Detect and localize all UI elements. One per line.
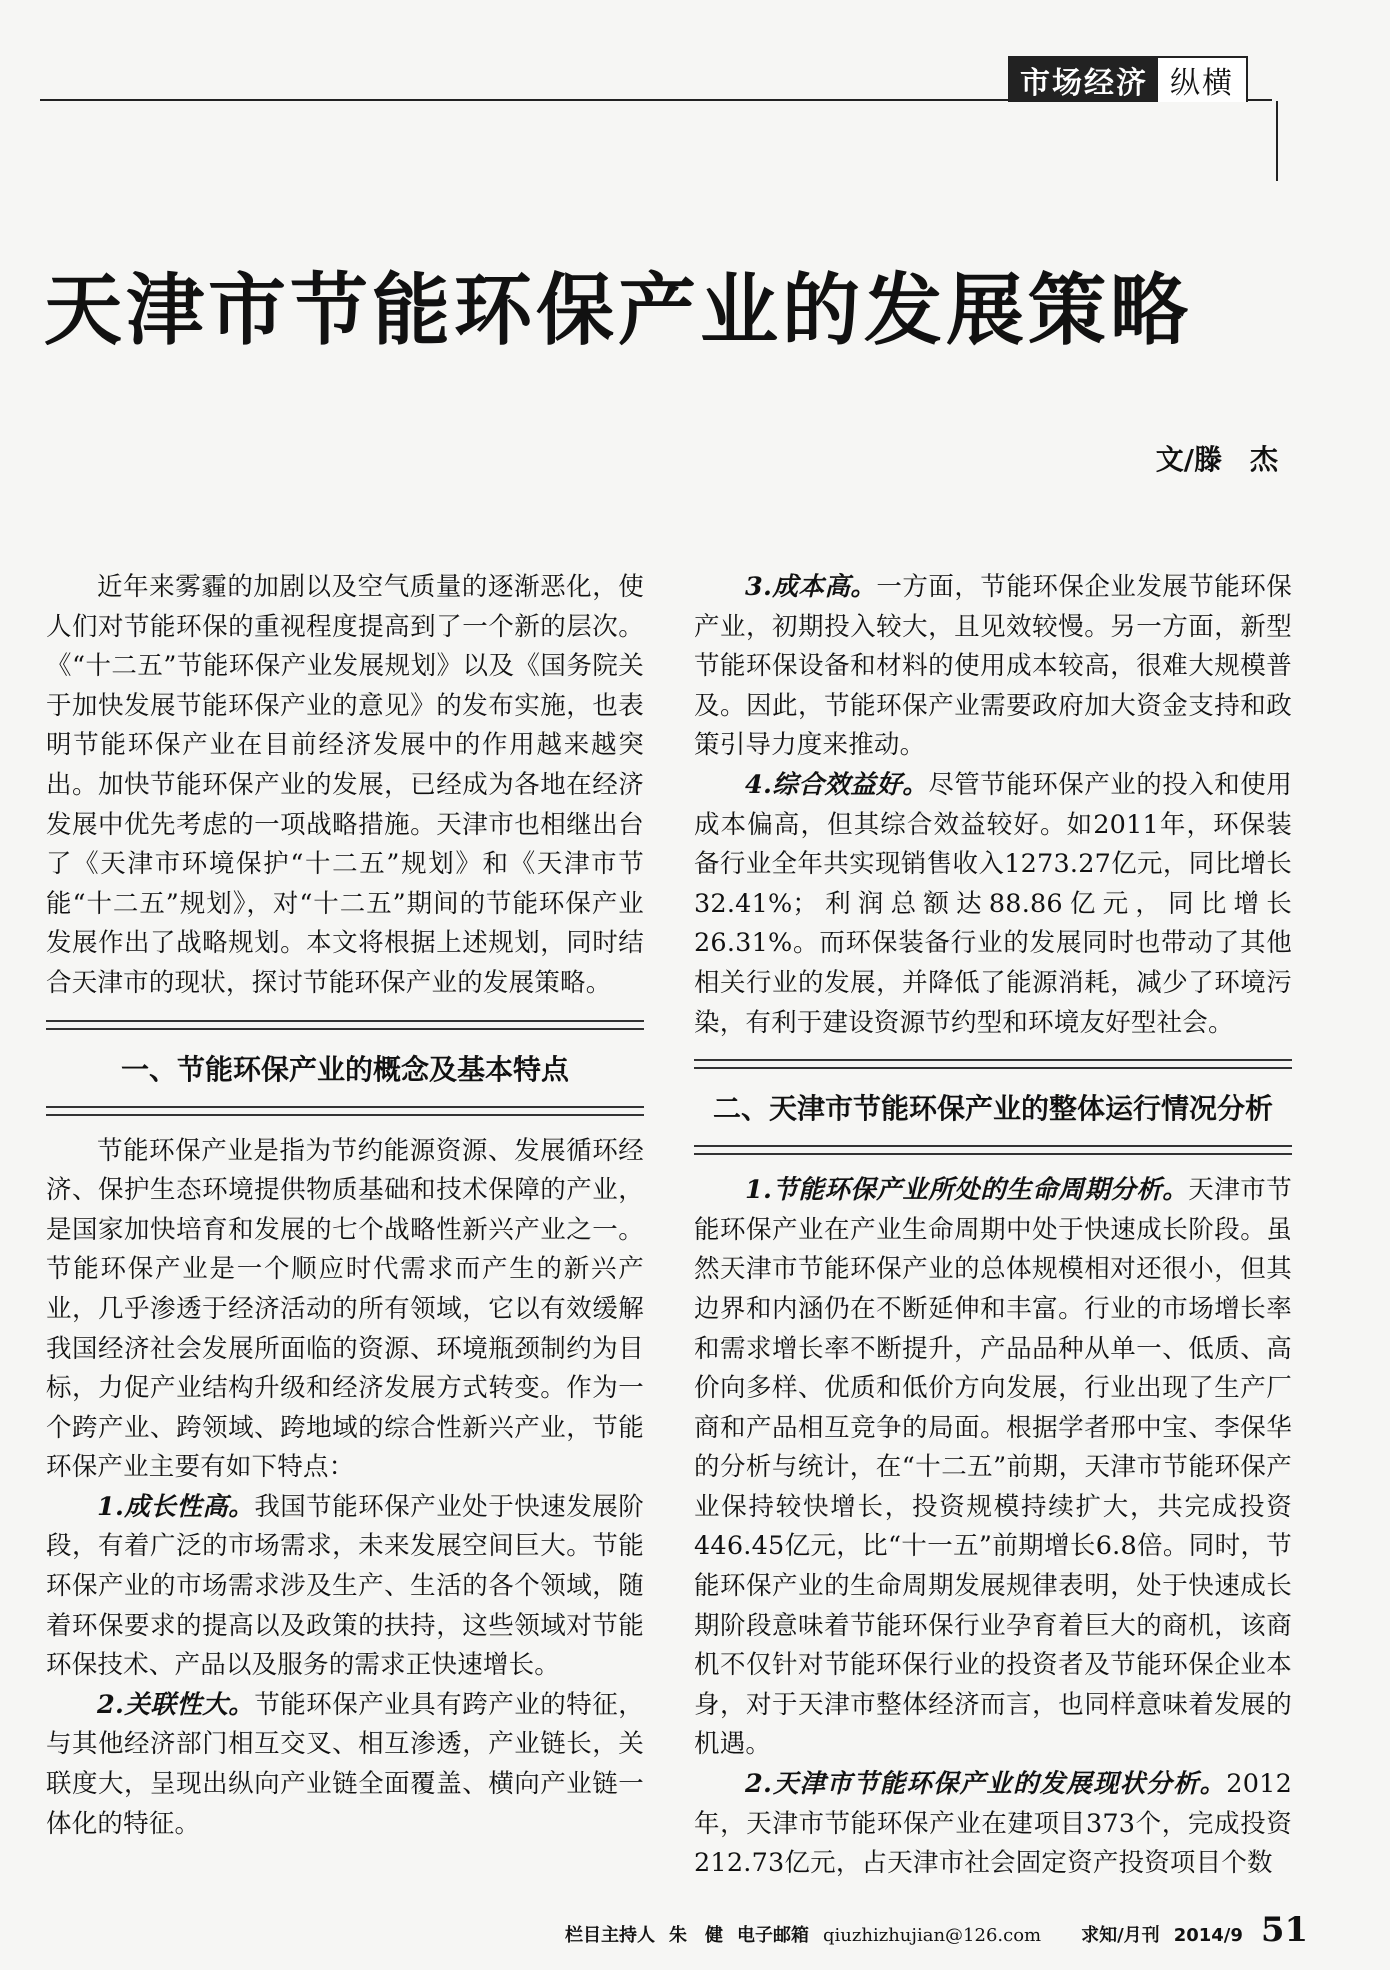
column-host-name: 朱 健: [669, 1925, 723, 1946]
column-tag-inverted: 市场经济: [1010, 58, 1158, 102]
s2-point-1-label: 1.节能环保产业所处的生命周期分析。: [745, 1175, 1189, 1206]
header-vertical-rule: [1276, 101, 1278, 181]
column-tag: [1008, 56, 1248, 102]
section-title-2: 二、天津市节能环保产业的整体运行情况分析: [712, 1092, 1273, 1126]
point-1-text: 我国节能环保产业处于快速发展阶段，有着广泛的市场需求，未来发展空间巨大。节能环保产业的市场需求涉及生产、生活的各个领域，随着环保要求的提高以及政策的扶持，这些领域对节能环保技术、产品以及服务的需求正快速增长。: [46, 1491, 644, 1681]
section-rule-bottom: [46, 1106, 644, 1116]
s2-point-1: [694, 1171, 1292, 1765]
point-4: [694, 766, 1292, 1043]
page-number: 51: [1260, 1910, 1309, 1950]
email-label: 电子邮箱: [737, 1925, 809, 1946]
point-4-text: 尽管节能环保产业的投入和使用成本偏高，但其综合效益较好。如2011年，环保装备行业全年共实现销售收入1273.27亿元，同比增长32.41%；利润总额达88.86亿元，同比增长26.31%。而环保装备行业的发展同时也带动了其他相关行业的发展，并降低了能源消耗，减少了环境污染，有利于建设资源节约型和环境友好型社会。: [694, 769, 1292, 1038]
section-title-1: 一、节能环保产业的概念及基本特点: [120, 1052, 569, 1086]
journal-name: 求知/月刊: [1081, 1925, 1160, 1946]
section-rule-bottom: [694, 1145, 1292, 1155]
email-address: qiuzhizhujian@126.com: [823, 1925, 1042, 1946]
column-host-label: 栏目主持人: [565, 1925, 655, 1946]
point-3-label: 3.成本高。: [745, 572, 877, 602]
issue-number: 2014/9: [1173, 1925, 1243, 1946]
point-4-label: 4.综合效益好。: [745, 769, 929, 800]
point-2-label: 2.关联性大。: [97, 1689, 255, 1720]
point-1: [46, 1488, 644, 1686]
s2-point-2-label: 2.天津市节能环保产业的发展现状分析。: [745, 1769, 1227, 1800]
point-2: [46, 1686, 644, 1844]
page-footer: [565, 1910, 1322, 1950]
author: 文/滕 杰: [1155, 443, 1278, 476]
section-heading-1: [46, 1020, 644, 1116]
point-3-text: 一方面，节能环保企业发展节能环保产业，初期投入较大，且见效较慢。另一方面，新型节能环保设备和材料的使用成本较高，很难大规模普及。因此，节能环保产业需要政府加大资金支持和政策引导力度来推动。: [694, 572, 1293, 761]
intro-paragraph: 近年来雾霾的加剧以及空气质量的逐渐恶化，使人们对节能环保的重视程度提高到了一个新的层次。《“十二五”节能环保产业发展规划》以及《国务院关于加快发展节能环保产业的意见》的发布实施，也表明节能环保产业在目前经济发展中的作用越来越突出。加快节能环保产业的发展，已经成为各地在经济发展中优先考虑的一项战略措施。天津市也相继出台了《天津市环境保护“十二五”规划》和《天津市节能“十二五”规划》，对“十二五”期间的节能环保产业发展作出了战略规划。本文将根据上述规划，同时结合天津市的现状，探讨节能环保产业的发展策略。: [46, 572, 644, 998]
section-heading-2: [694, 1059, 1292, 1155]
section1-paragraph: 节能环保产业是指为节约能源资源、发展循环经济、保护生态环境提供物质基础和技术保障的产业，是国家加快培育和发展的七个战略性新兴产业之一。节能环保产业是一个顺应时代需求而产生的新兴产业，几乎渗透于经济活动的所有领域，它以有效缓解我国经济社会发展所面临的资源、环境瓶颈制约为目标，力促产业结构升级和经济发展方式转变。作为一个跨产业、跨领域、跨地域的综合性新兴产业，节能环保产业主要有如下特点：: [46, 1135, 644, 1483]
section-rule-top: [46, 1020, 644, 1030]
point-2-text: 节能环保产业具有跨产业的特征，与其他经济部门相互交叉、相互渗透，产业链长，关联度大，呈现出纵向产业链全面覆盖、横向产业链一体化的特征。: [46, 1689, 644, 1839]
right-column: [694, 568, 1292, 1884]
s2-point-2: [694, 1765, 1292, 1884]
point-3: [694, 568, 1292, 766]
section-rule-top: [694, 1059, 1292, 1069]
article-title: 天津市节能环保产业的发展策略: [44, 265, 1193, 356]
column-tag-plain: 纵横: [1158, 58, 1246, 102]
s2-point-2-text: 2012年，天津市节能环保产业在建项目373个，完成投资212.73亿元，占天津市社会固定资产投资项目个数: [694, 1769, 1292, 1879]
left-column: [46, 568, 644, 1844]
s2-point-1-text: 天津市节能环保产业在产业生命周期中处于快速成长阶段。虽然天津市节能环保产业的总体规模相对还很小，但其边界和内涵仍在不断延伸和丰富。行业的市场增长率和需求增长率不断提升，产品品种从单一、低质、高价向多样、优质和低价方向发展，行业出现了生产厂商和产品相互竞争的局面。根据学者邢中宝、李保华的分析与统计，在“十二五”前期，天津市节能环保产业保持较快增长，投资规模持续扩大，共完成投资446.45亿元，比“十一五”前期增长6.8倍。同时，节能环保产业的生命周期发展规律表明，处于快速成长期阶段意味着节能环保行业孕育着巨大的商机，该商机不仅针对节能环保行业的投资者及节能环保企业本身，对于天津市整体经济而言，也同样意味着发展的机遇。: [694, 1175, 1292, 1760]
point-1-label: 1.成长性高。: [97, 1491, 255, 1522]
